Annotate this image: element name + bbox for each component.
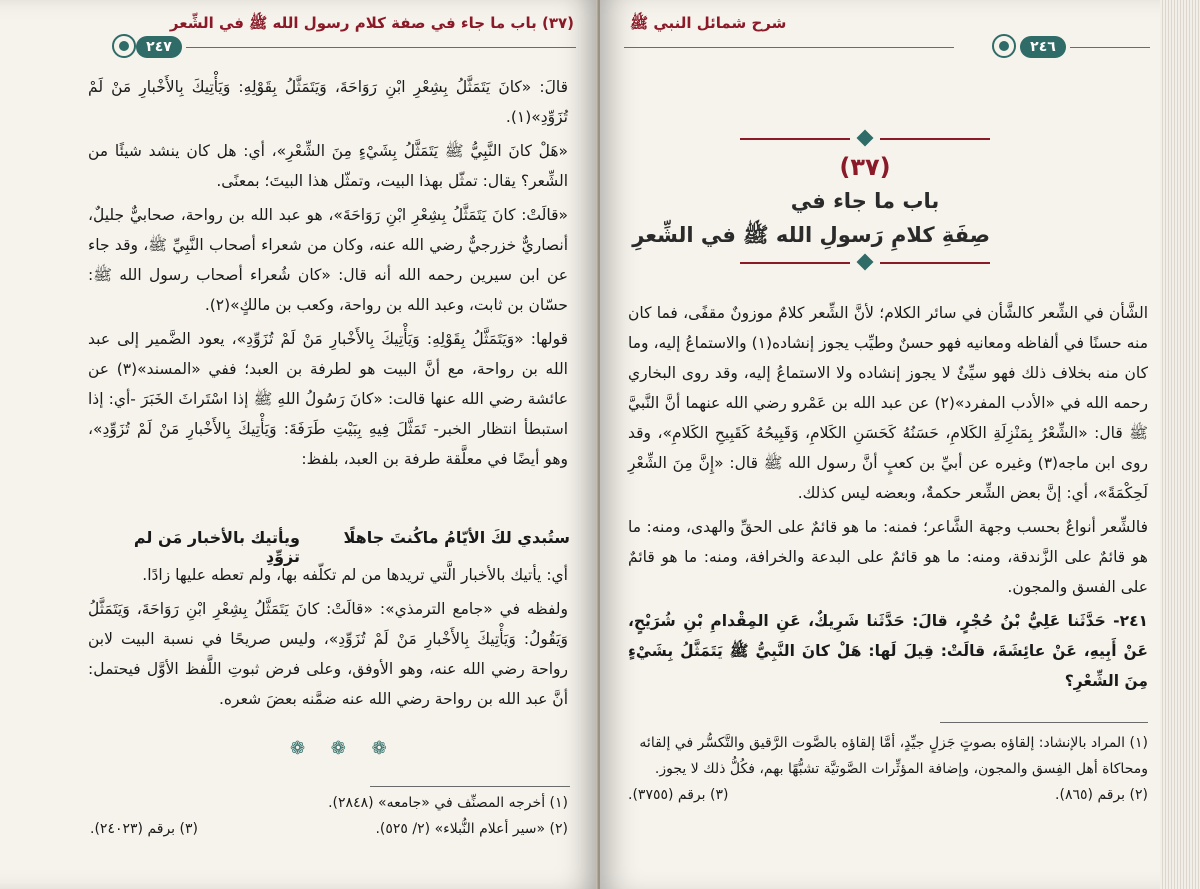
footnote: (٢) برقم (٨٦٥). — [1055, 787, 1148, 803]
header-rule — [186, 47, 576, 48]
paragraph: قالَ: «كانَ يَتَمَثَّلُ بِشِعْرِ ابْنِ رَوَاحَةَ، وَيَتَمَثَّلُ بِقَوْلِهِ: وَيَأْتِيكَ بِالأَخْبارِ مَنْ لَمْ تُزَوِّدِ»(١). — [88, 78, 568, 126]
paragraph: قولها: «وَيَتَمَثَّلُ بِقَوْلِهِ: وَيَأْتِيكَ بِالأَخْبارِ مَنْ لَمْ تُزَوِّدِ»، يعود الضَّمير إلى عبد الله بن رواحة، مع أنَّ البيت هو لطرفة بن العبد؛ ففي «المسند»(٣) عن عائشة رضي الله عنها قالت: «كانَ رَسُولُ اللهِ ﷺ إذا اسْتَراثَ الخَبَرَ -أي: إذا استبطأ انتظار الخبر- تَمَثَّلَ فِيهِ بِبَيْتِ طَرَفَةَ: وَيَأْتِيكَ بِالأَخْبارِ مَنْ لَمْ تُزَوِّدِ»، وهو أيضًا في معلَّقة طرفة بن العبد، بلفظ: — [88, 330, 568, 468]
paragraph: «هَلْ كانَ النَّبِيُّ ﷺ يَتَمَثَّلُ بِشَيْءٍ مِنَ الشِّعْرِ»، أي: هل كان ينشد شيئًا من الشِّعر؟ يقال: تمثّل بهذا البيت، وتمثّل هذا البيتَ؛ بمعنًى. — [88, 142, 568, 190]
paragraph: ولفظه في «جامع الترمذي»: «قالَتْ: كانَ يَتَمَثَّلُ بِشِعْرِ ابْنِ رَوَاحَةَ، وَيَتَمَثَّلُ وَيَقُولُ: وَيَأْتِيكَ بِالأَخْبارِ مَنْ لَمْ تُزَوِّدِ»، وليس صريحًا في نسبة البيت لابن رواحة رضي الله عنه، وهو الأوفق، وعلى فرض ثبوتِ اللَّفظ الأوَّل فيحتمل: أنَّ عبد الله بن رواحة رضي الله عنه ضمَّنه بعضَ شعره. — [88, 600, 568, 708]
chapter-title: باب ما جاء في — [790, 189, 940, 213]
verse-second-hemistich: ويأتيك بالأخبار مَن لم تزوِّدِ — [133, 528, 300, 566]
footnote: (٢) «سير أعلام النُّبلاء» (٢/ ٥٢٥). — [375, 821, 568, 837]
hadith-text: ٢٤١- حَدَّثَنا عَلِيُّ بْنُ حُجْرٍ، قالَ: حَدَّثَنا شَرِيكٌ، عَنِ المِقْدامِ بْنِ شُرَيْحٍ، عَنْ أَبِيهِ، عَنْ عائِشَةَ، قالَتْ: قِيلَ لَها: هَلْ كانَ النَّبِيُّ ﷺ يَتَمَثَّلُ بِشَيْءٍ مِنَ الشِّعْرِ؟ — [628, 612, 1148, 690]
right-footnotes — [628, 730, 1148, 808]
paragraph: الشَّأن في الشِّعر كالشَّأن في سائر الكلام؛ لأنَّ الشِّعر كلامٌ موزونٌ مقفًى، فما كان منه حسنًا في ألفاظه ومعانيه فهو حسنٌ وطيِّب يجوز إنشاده(١) والاستماعُ إليه، وما كان منه بخلاف ذلك فهو سيِّئٌ لا يجوز إنشاده ولا الاستماعُ إليه، وقد روى البخاري رحمه الله في «الأدب المفرد»(٢) عن عبد الله بن عَمْرو رضي الله عنهما أنَّ النَّبيَّ ﷺ قال: «الشِّعْرُ بِمَنْزِلَةِ الكَلامِ، حَسَنُهُ كَحَسَنِ الكَلامِ، وَقَبِيحُهُ كَقَبِيحِ الكَلامِ»، وقد روى ابن ماجه(٣) وغيره عن أبيِّ بن كعبٍ أنَّ رسول الله ﷺ قال: «إِنَّ مِنَ الشِّعْرِ لَحِكْمَةً»، أي: إنَّ بعض الشِّعر حكمةٌ، وبعضه ليس كذلك. — [628, 304, 1149, 502]
running-header: (٣٧) باب ما جاء في صفة كلام رسول الله ﷺ في الشِّعر — [169, 14, 574, 32]
running-header: شرح شمائل النبي ﷺ — [630, 14, 787, 32]
left-body-continued — [88, 560, 568, 718]
chapter-heading — [632, 128, 990, 274]
footnote: (١) المراد بالإنشاد: إلقاؤه بصوتٍ جَزلٍ جيِّدٍ، أمَّا إلقاؤه بالصَّوت الرَّقيق والتَّكسُّر في إلقائه ومحاكاة أهل الفِسق والمجون، وإضافة المؤثِّرات الصَّوتيَّة تشبُّهًا بهم، فكُلُّ ذلك لا يجوز. — [639, 735, 1148, 777]
footnote: (١) أخرجه المصنِّف في «جامعه» (٢٨٤٨). — [328, 795, 568, 811]
section-end-ornament-icon: ❁ ❁ ❁ — [290, 738, 397, 759]
page-edges — [1160, 0, 1200, 889]
footnote: (٣) برقم (٣٧٥٥). — [628, 787, 729, 803]
left-footnotes — [90, 790, 568, 842]
bottom-ornament-icon — [740, 252, 990, 274]
left-page — [0, 0, 598, 889]
footnote-rule — [370, 786, 570, 787]
footnote: (٣) برقم (٢٤٠٢٣). — [90, 821, 198, 837]
footnote-rule — [940, 722, 1148, 723]
header-rule — [1070, 47, 1150, 48]
page-ornament-icon — [992, 34, 1016, 58]
verse-first-hemistich: ستُبدي لكَ الأيّامُ ماكُنتَ جاهلًا — [343, 528, 570, 547]
right-body — [628, 298, 1148, 700]
top-ornament-icon — [740, 128, 990, 150]
left-body — [88, 72, 568, 478]
header-rule — [624, 47, 954, 48]
paragraph: فالشِّعر أنواعٌ بحسب وجهة الشَّاعر؛ فمنه: ما هو قائمٌ على الحقِّ والهدى، ومنه: ما هو قائمٌ على الزَّندقة، ومنه: ما هو قائمٌ على البدعة والخرافة، ومنه: ما هو قائمٌ على الفسق والمجون. — [628, 518, 1148, 596]
paragraph: أي: يأتيك بالأخبار الَّتي تريدها من لم تكلّفه بها، ولم تعطه عليها زادًا. — [142, 566, 568, 584]
page-number: ٢٤٦ — [1020, 36, 1066, 58]
paragraph: «قالَتْ: كانَ يَتَمَثَّلُ بِشِعْرِ ابْنِ رَوَاحَةَ»، هو عبد الله بن رواحة، صحابيٌّ جليلٌ، أنصاريٌّ خزرجيٌّ رضي الله عنه، وكان من شعراء أصحاب النَّبِيِّ ﷺ، وقد جاء عن ابن سيرين رحمه الله أنه قال: «كان شُعراء أصحاب رسول الله ﷺ: حسّان بن ثابت، وعبد الله بن رواحة، وكعب بن مالكٍ»(٢). — [88, 206, 568, 314]
page-number: ٢٤٧ — [136, 36, 182, 58]
page-ornament-icon — [112, 34, 136, 58]
chapter-number: (٣٧) — [839, 153, 891, 181]
chapter-subtitle: صِفَةِ كلامِ رَسولِ الله ﷺ في الشِّعرِ — [632, 223, 990, 247]
